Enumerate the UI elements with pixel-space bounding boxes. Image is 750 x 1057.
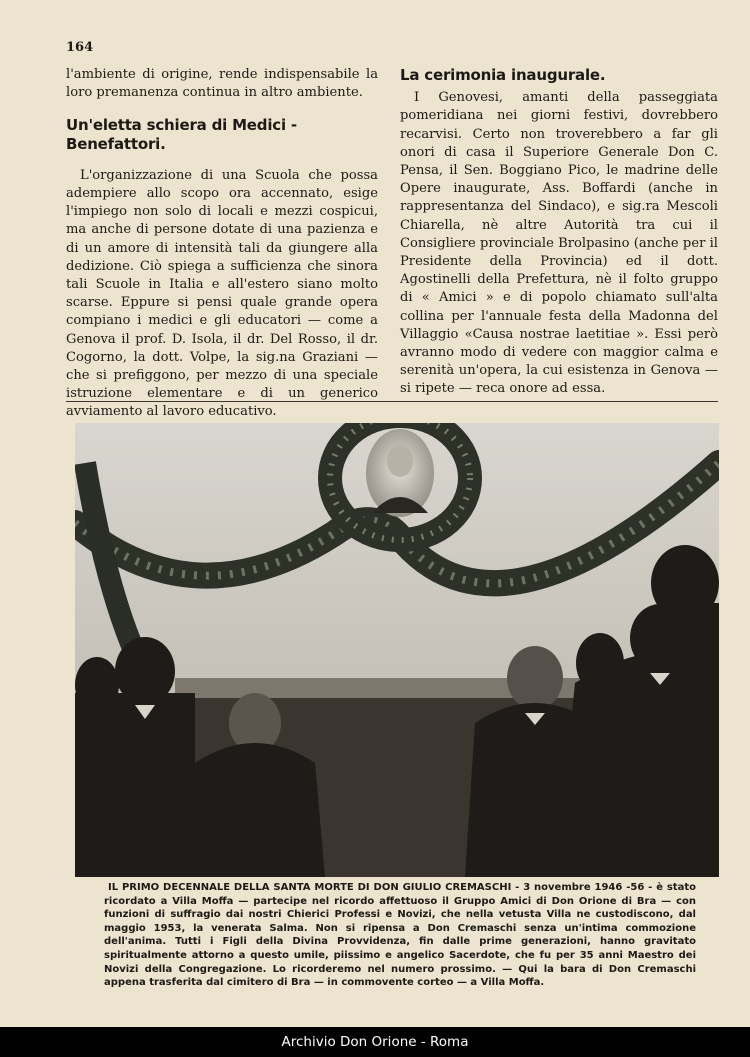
divider-rule <box>66 401 718 402</box>
photo-caption: IL PRIMO DECENNALE DELLA SANTA MORTE DI DON GIULIO CREMASCHI - 3 novembre 1946 -56 - è stato ricordato a Villa Moffa — partecipe nel ricordo affettuoso il Gruppo Amici di Don Orione di Bra — con funzioni di suffragio dai nostri Chierici Professi e Novizi, che nella vetusta Villa ne custodiscono, dal maggio 1953, la venerata Salma. Non si ripensa a Don Cremaschi senza un'intima commozione dell'anima. Tutti i Figli della Divina Provvidenza, fin dalle prime generazioni, hanno gravitato spiritualmente attorno a questo umile, piissimo e angelico Sacerdote, che fu per 35 anni Maestro dei Novizi della Congregazione. Lo ricorderemo nel numero prossimo. — Qui la bara di Don Cremaschi appena trasferita dal cimitero di Bra — in commovente corteo — a Villa Moffa. <box>104 882 696 989</box>
intro-text: l'ambiente di origine, rende indispensabile la loro premanenza continua in altro ambiente. <box>66 67 378 101</box>
archive-footer: Archivio Don Orione - Roma <box>0 1027 750 1057</box>
photograph-ceremony <box>75 423 719 877</box>
section-heading-cerimonia: La cerimonia inaugurale. <box>400 66 606 84</box>
paragraph-medici: L'organizzazione di una Scuola che possa adempiere allo scopo ora accennato, esige l'impiego non solo di locali e mezzi cospicui, ma anche di persone dotate di una pazienza e di un amore di intensità tali da giungere alla dedizione. Ciò spiega a sufficienza che sinora tali Scuole in Italia e all'estero siano molto scarse. Eppure si pensi quale grande opera compiano i medici e gli educatori — come a Genova il prof. D. Isola, il dr. Del Rosso, il dr. Cogorno, la dott. Volpe, la sig.na Graziani — che si prefiggono, per mezzo di una speciale istruzione elementare e di un generico avviamento al lavoro educativo. <box>66 167 378 420</box>
page-number: 164 <box>66 40 94 55</box>
left-column <box>66 66 378 422</box>
right-column <box>400 66 718 399</box>
section-heading-medici: Un'eletta schiera di Medici - Benefattori. <box>66 116 297 153</box>
paragraph-cerimonia: I Genovesi, amanti della passeggiata pomeridiana nei giorni festivi, dovrebbero recarvisi. Certo non troverebbero a far gli onori di casa il Superiore Generale Don C. Pensa, il Sen. Boggiano Pico, le madrine delle Opere inaugurate, Ass. Boffardi (anche in rappresentanza del Sindaco), e sig.ra Mescoli Chiarella, nè altre Autorità tra cui il Consigliere provinciale Brolpasino (anche per il Presidente della Provincia) ed il dott. Agostinelli della Prefettura, nè il folto gruppo di « Amici » e di popolo chiamato sull'alta collina per l'annuale festa della Madonna del Villaggio «Causa nostrae laetitiae ». Essi però avranno modo di vedere con maggior calma e serenità un'opera, la cui esistenza in Genova — si ripete — reca onore ad essa. <box>400 90 718 397</box>
